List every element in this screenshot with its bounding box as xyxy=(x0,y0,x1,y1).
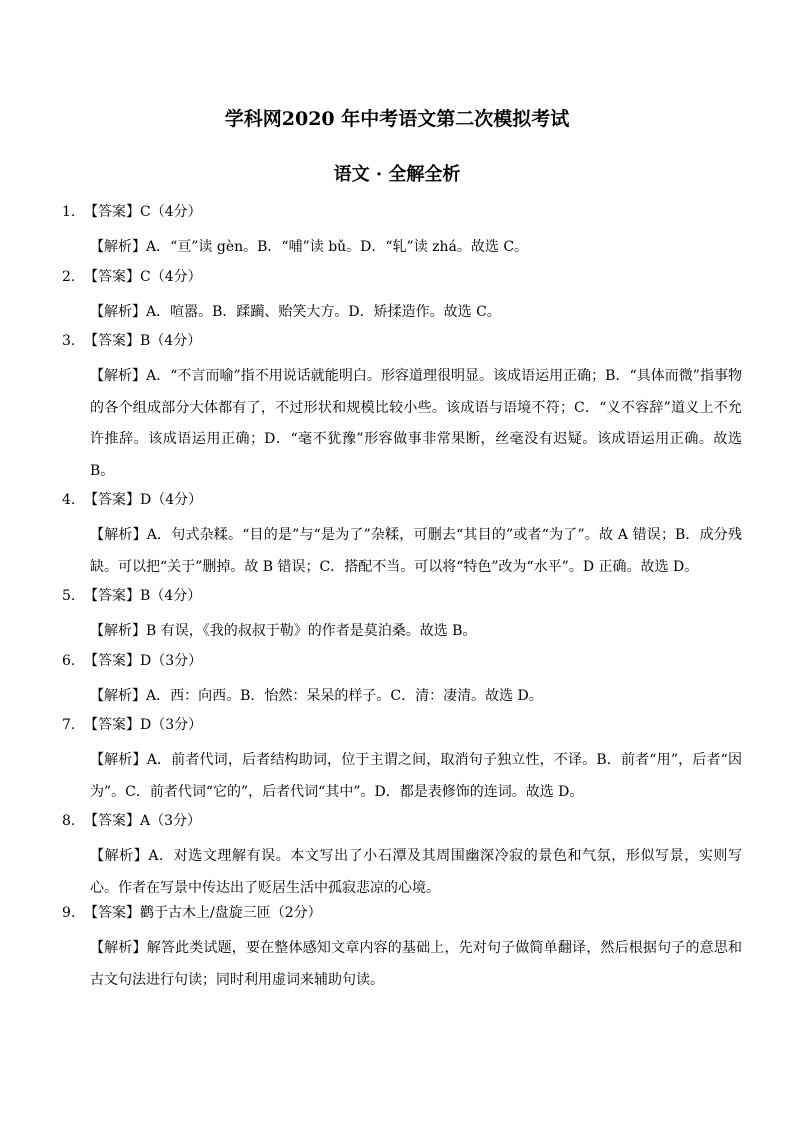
question-8-analysis: 【解析】A．对选文理解有误。本文写出了小石潭及其周围幽深冷寂的景色和气氛，形似写景，实则写心。作者在写景中传达出了贬居生活中孤寂悲凉的心境。 xyxy=(90,848,742,896)
question-7-analysis: 【解析】A．前者代词，后者结构助词，位于主谓之间，取消句子独立性，不译。B．前者“用”，后者“因为”。C．前者代词“它的”，后者代词“其中”。D．都是表修饰的连词。故选 D。 xyxy=(90,752,742,800)
question-5-analysis: 【解析】B 有误，《我的叔叔于勒》的作者是莫泊桑。故选 B。 xyxy=(90,623,477,639)
question-3-answer: 3. 【答案】B（4分） xyxy=(62,333,202,349)
question-6-analysis: 【解析】A．西：向西。B．怡然：呆呆的样子。C．清：凄清。故选 D。 xyxy=(90,687,543,704)
question-2-answer: 2. 【答案】C（4分） xyxy=(62,268,202,285)
answer-list xyxy=(62,200,742,997)
question-9-analysis: 【解析】解答此类试题，要在整体感知文章内容的基础上，先对句子做简单翻译，然后根据句子的意思和古文句法进行句读；同时利用虚词来辅助句读。 xyxy=(90,940,742,988)
question-1-analysis: 【解析】A．“亘”读 gèn。B．“哺”读 bǔ。D．“轧”读 zhá。故选 C。 xyxy=(90,239,529,255)
question-5-answer: 5. 【答案】B（4分） xyxy=(62,588,202,604)
document-title: 学科网2020 年中考语文第二次模拟考试 xyxy=(224,108,570,130)
question-2-analysis: 【解析】A．喧嚣。B．蹂躏、贻笑大方。D．矫揉造作。故选 C。 xyxy=(90,303,501,320)
question-4-analysis: 【解析】A．句式杂糅。“目的是”与“是为了”杂糅，可删去“其目的”或者“为了”。故 A 错误；B．成分残缺。可以把“关于”删掉。故 B 错误；C．搭配不当。可以将“特色”改为“水平”。D 正确。故选 D。 xyxy=(90,527,742,575)
question-9-answer: 9. 【答案】鹳于古木上/盘旋三匝（2分） xyxy=(62,905,322,921)
question-3-analysis: 【解析】A．“不言而喻”指不用说话就能明白。形容道理很明显。该成语运用正确；B．“具体而微”指事物的各个组成部分大体都有了，不过形状和规模比较小些。该成语与语境不符；C．“义不容辞”道义上不允许推辞。该成语运用正确；D．“毫不犹豫”形容做事非常果断，丝毫没有迟疑。该成语运用正确。故选 B。 xyxy=(90,368,742,479)
question-4-answer: 4. 【答案】D（4分） xyxy=(62,492,203,508)
question-1-answer: 1. 【答案】C（4分） xyxy=(62,204,202,220)
question-6-answer: 6. 【答案】D（3分） xyxy=(62,652,203,669)
question-7-answer: 7. 【答案】D（3分） xyxy=(62,717,203,733)
document-subtitle: 语文 · 全解全析 xyxy=(333,164,461,185)
question-8-answer: 8. 【答案】A（3分） xyxy=(62,813,202,829)
